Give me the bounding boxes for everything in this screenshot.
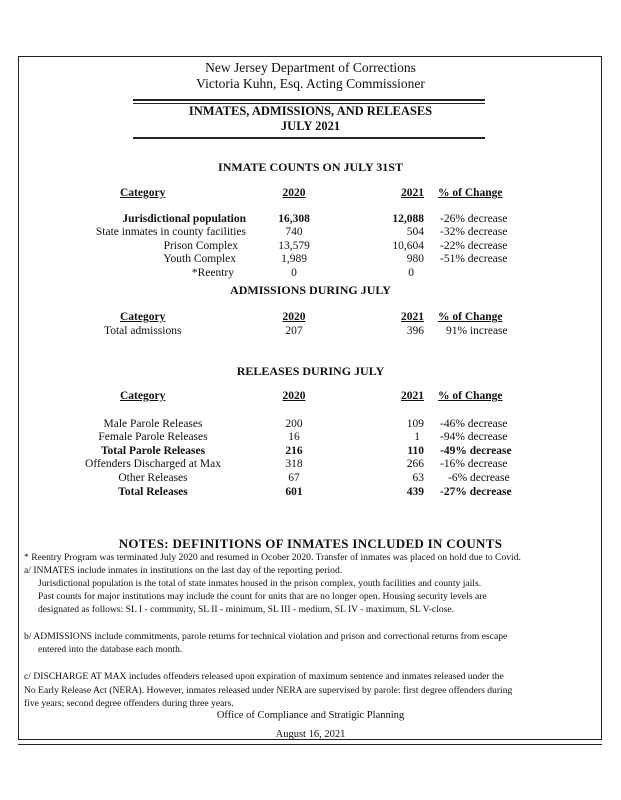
table-row: Total Releases 601 439 -27% decrease	[118, 485, 512, 498]
col-category: Category	[120, 187, 166, 199]
table-row: Youth Complex 1,989 980 -51% decrease	[163, 253, 508, 266]
col-2020: 2020	[282, 187, 306, 199]
table-row: Male Parole Releases 200 109 -46% decrease	[103, 417, 508, 430]
note-b-line1: b/ ADMISSIONS include commitments, parole returns for technical violation and prison and correctional returns from escape	[24, 631, 508, 642]
admissions-heading: ADMISSIONS DURING JULY	[230, 283, 391, 297]
department-name: New Jersey Department of Corrections	[205, 60, 416, 75]
note-a-line4: designated as follows: SL I - community, SL II - minimum, SL III - medium, SL IV - maximum, SL V-close.	[38, 604, 455, 615]
note-reentry: * Reentry Program was terminated July 2020 and resumed in Ocober 2020. Transfer of inmates was placed on hold due to Covid.	[24, 552, 521, 563]
report-title: INMATES, ADMISSIONS, AND RELEASES	[188, 104, 433, 118]
notes-heading: NOTES: DEFINITIONS OF INMATES INCLUDED IN COUNTS	[118, 536, 503, 551]
col-2021: 2021	[401, 390, 424, 402]
report-date: August 16, 2021	[275, 729, 346, 740]
table-row: State inmates in county facilities 740 504 -32% decrease	[95, 226, 508, 239]
releases-heading: RELEASES DURING JULY	[236, 364, 385, 378]
table-row: Other Releases 67 63 -6% decrease	[118, 471, 510, 484]
note-b-line2: entered into the database each month.	[38, 644, 183, 655]
col-2020: 2020	[282, 311, 306, 323]
inmate-counts-heading: INMATE COUNTS ON JULY 31ST	[218, 160, 403, 174]
col-2021: 2021	[401, 311, 424, 323]
table-row: Offenders Discharged at Max 318 266 -16% decrease	[85, 458, 508, 471]
note-a-line2: Jurisdictional population is the total of state inmates housed in the prison complex, youth facilities and county jails.	[38, 578, 482, 589]
col-category: Category	[120, 390, 166, 402]
note-c-line1: c/ DISCHARGE AT MAX includes offenders released upon expiration of maximum sentence and inmates released under the	[24, 671, 504, 682]
note-a-line1: a/ INMATES include inmates in institutions on the last day of the reporting period.	[24, 565, 343, 576]
commissioner-name: Victoria Kuhn, Esq. Acting Commissioner	[196, 76, 425, 91]
table-row: Prison Complex 13,579 10,604 -22% decrease	[163, 239, 508, 252]
title-rule-bottom	[133, 137, 485, 139]
title-rule-top	[133, 99, 485, 101]
table-header-row	[60, 390, 544, 404]
table-header-row	[60, 187, 544, 201]
table-row: Total admissions 207 396 91% increase	[104, 324, 508, 337]
table-header-row	[60, 311, 544, 325]
table-row: *Reentry 0 0	[191, 266, 414, 279]
releases-table	[60, 390, 544, 499]
inmate-counts-table	[60, 187, 544, 281]
report-period: JULY 2021	[280, 119, 341, 133]
office-name: Office of Compliance and Stratigic Planning	[216, 710, 405, 721]
col-change: % of Change	[438, 311, 503, 323]
col-category: Category	[120, 311, 166, 323]
table-row: Female Parole Releases 16 1 -94% decrease	[98, 431, 508, 444]
note-c-line3: five years; second degree offenders during three years.	[24, 698, 234, 709]
note-a-line3: Past counts for major institutions may include the count for units that are no longer open. Housing security levels are	[38, 591, 487, 602]
page-border-bottom	[18, 744, 602, 745]
col-change: % of Change	[438, 390, 503, 402]
col-2020: 2020	[282, 390, 306, 402]
table-row: Jurisdictional population 16,308 12,088 -26% decrease	[122, 212, 508, 225]
col-change: % of Change	[438, 187, 503, 199]
col-2021: 2021	[401, 187, 424, 199]
table-row: Total Parole Releases 216 110 -49% decrease	[100, 444, 512, 457]
note-c-line2: No Early Release Act (NERA). However, inmates released under NERA are supervised by parole: first degree offenders during	[24, 685, 513, 696]
admissions-table	[60, 311, 544, 338]
